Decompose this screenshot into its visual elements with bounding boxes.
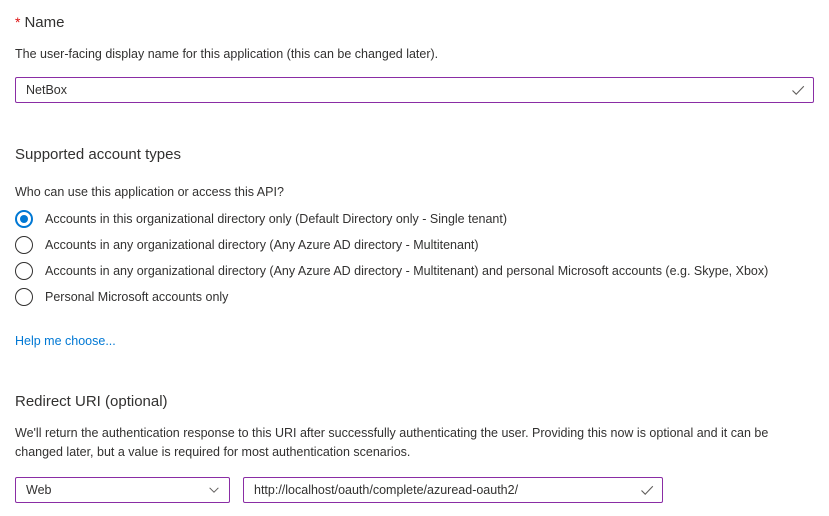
supported-account-types-heading: Supported account types <box>15 146 181 163</box>
radio-option-label: Personal Microsoft accounts only <box>45 290 229 304</box>
redirect-uri-description: We'll return the authentication response to this URI after successfully authenticating the user. Providing this now is optional and it can be changed later, but a value is required for most authentication scenarios. <box>15 426 769 459</box>
redirect-uri-heading: Redirect URI (optional) <box>15 393 168 410</box>
radio-option-label: Accounts in any organizational directory (Any Azure AD directory - Multitenant) and personal Microsoft accounts (e.g. Skype, Xbox) <box>45 264 769 278</box>
platform-select-value: Web <box>26 483 52 497</box>
radio-button-icon[interactable] <box>15 262 33 280</box>
radio-option-multitenant-personal[interactable] <box>15 258 814 284</box>
radio-option-label: Accounts in this organizational directory only (Default Directory only - Single tenant) <box>45 212 508 226</box>
platform-select[interactable] <box>15 477 230 503</box>
radio-button-icon[interactable] <box>15 210 33 228</box>
radio-option-personal-only[interactable] <box>15 284 814 310</box>
radio-option-single-tenant[interactable] <box>15 206 814 232</box>
name-label-text: Name <box>24 14 65 31</box>
redirect-uri-input-container <box>243 477 663 503</box>
radio-option-label: Accounts in any organizational directory (Any Azure AD directory - Multitenant) <box>45 238 479 252</box>
redirect-uri-input[interactable] <box>243 477 663 503</box>
account-types-radio-group <box>15 206 814 310</box>
radio-option-multitenant[interactable] <box>15 232 814 258</box>
radio-button-icon[interactable] <box>15 236 33 254</box>
name-field-description: The user-facing display name for this application (this can be changed later). <box>15 47 439 61</box>
name-field-label <box>15 12 814 33</box>
name-input[interactable] <box>15 77 814 103</box>
redirect-uri-controls <box>15 477 814 503</box>
required-asterisk: * <box>15 14 21 30</box>
help-me-choose-link[interactable]: Help me choose... <box>15 334 116 348</box>
account-types-question: Who can use this application or access this API? <box>15 185 284 199</box>
platform-select-container <box>15 477 230 503</box>
radio-button-icon[interactable] <box>15 288 33 306</box>
name-input-container <box>15 77 814 103</box>
